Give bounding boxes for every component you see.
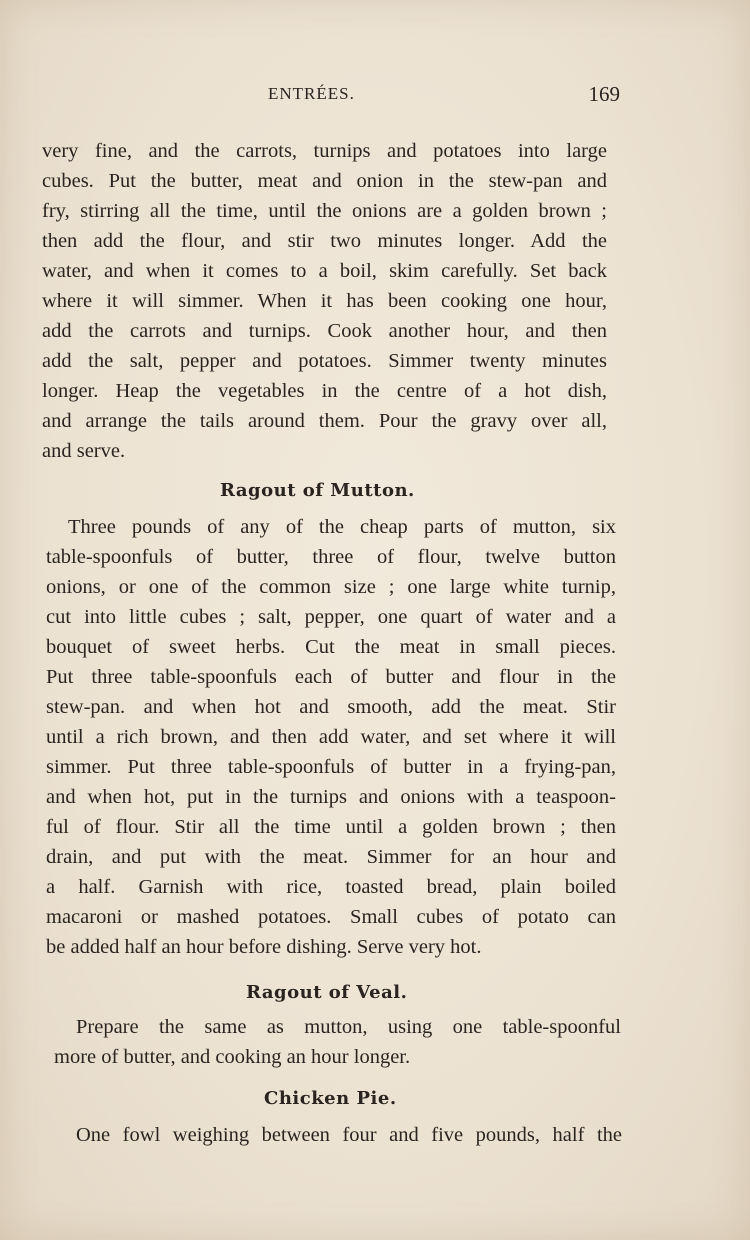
text-line: cubes. Put the butter, meat and onion in the stew-pan and <box>42 170 607 192</box>
text-line: stew-pan. and when hot and smooth, add the meat. Stir <box>46 696 616 718</box>
page-number: 169 <box>588 82 620 106</box>
text-line: Prepare the same as mutton, using one table-spoonful <box>76 1016 621 1038</box>
section-heading-ragout-veal: Ragout of Veal. <box>246 982 408 1003</box>
ragout-veal-paragraph <box>54 1012 621 1072</box>
text-line: drain, and put with the meat. Simmer for an hour and <box>46 846 616 868</box>
running-head <box>40 84 620 114</box>
text-line: ful of flour. Stir all the time until a golden brown ; then <box>46 816 616 838</box>
text-line: longer. Heap the vegetables in the centre of a hot dish, <box>42 380 607 402</box>
text-line: until a rich brown, and then add water, and set where it will <box>46 726 616 748</box>
text-line: water, and when it comes to a boil, skim carefully. Set back <box>42 260 607 282</box>
text-line: be added half an hour before dishing. Serve very hot. <box>46 936 482 958</box>
text-line: add the salt, pepper and potatoes. Simmer twenty minutes <box>42 350 607 372</box>
text-line: onions, or one of the common size ; one large white turnip, <box>46 576 616 598</box>
text-line: more of butter, and cooking an hour longer. <box>54 1046 411 1068</box>
text-line: Put three table-spoonfuls each of butter and flour in the <box>46 666 616 688</box>
text-line: very fine, and the carrots, turnips and potatoes into large <box>42 140 607 162</box>
ragout-mutton-paragraph <box>46 512 616 962</box>
text-line: One fowl weighing between four and five pounds, half the <box>76 1124 622 1146</box>
text-line: add the carrots and turnips. Cook another hour, and then <box>42 320 607 342</box>
text-line: and arrange the tails around them. Pour the gravy over all, <box>42 410 607 432</box>
text-line: table-spoonfuls of butter, three of flour, twelve button <box>46 546 616 568</box>
text-line: cut into little cubes ; salt, pepper, one quart of water and a <box>46 606 616 628</box>
text-line: and serve. <box>42 440 126 462</box>
text-line: bouquet of sweet herbs. Cut the meat in small pieces. <box>46 636 616 658</box>
text-line: and when hot, put in the turnips and onions with a teaspoon- <box>46 786 616 808</box>
continued-paragraph <box>42 136 607 466</box>
text-line: macaroni or mashed potatoes. Small cubes of potato can <box>46 906 616 928</box>
running-title: ENTRÉES. <box>268 84 355 103</box>
text-line: simmer. Put three table-spoonfuls of butter in a frying-pan, <box>46 756 616 778</box>
section-heading-chicken-pie: Chicken Pie. <box>264 1088 397 1109</box>
chicken-pie-paragraph <box>56 1120 622 1150</box>
text-line: fry, stirring all the time, until the onions are a golden brown ; <box>42 200 607 222</box>
section-heading-ragout-mutton: Ragout of Mutton. <box>220 480 415 501</box>
text-line: a half. Garnish with rice, toasted bread, plain boiled <box>46 876 616 898</box>
text-line: Three pounds of any of the cheap parts of mutton, six <box>68 516 616 538</box>
text-line: then add the flour, and stir two minutes longer. Add the <box>42 230 607 252</box>
text-line: where it will simmer. When it has been cooking one hour, <box>42 290 607 312</box>
